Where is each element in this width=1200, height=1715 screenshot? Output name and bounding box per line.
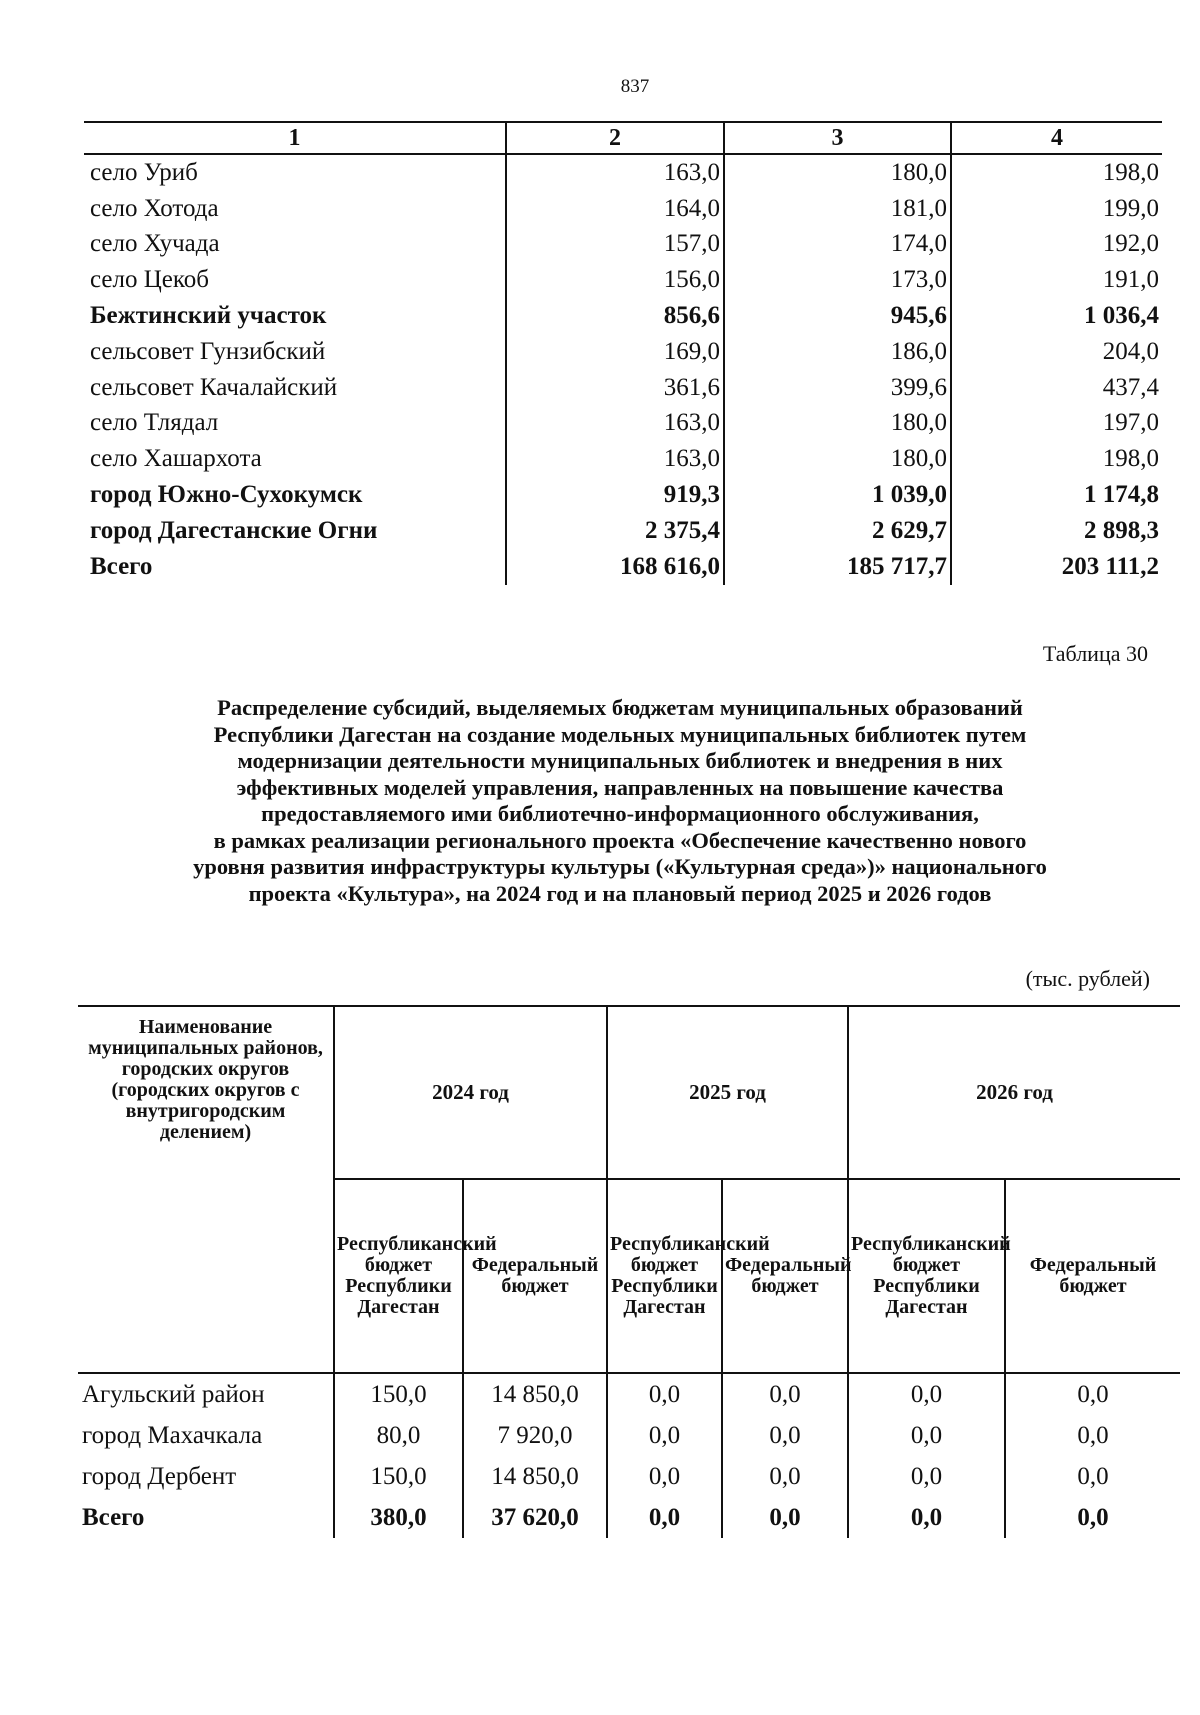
municipality-name: село Цекоб bbox=[90, 266, 209, 294]
municipality-name: Всего bbox=[82, 1503, 145, 1531]
title-line: модернизации деятельности муниципальных библиотек и внедрения в них bbox=[237, 748, 1003, 773]
value-col-2: 163,0 bbox=[506, 441, 724, 477]
value-col-4: 199,0 bbox=[951, 191, 1162, 227]
value-republic-2025: 0,0 bbox=[607, 1456, 722, 1497]
table-row bbox=[84, 262, 1162, 298]
value-col-2: 163,0 bbox=[506, 154, 724, 191]
value-federal-2024: 14 850,0 bbox=[463, 1456, 607, 1497]
value-col-2: 856,6 bbox=[506, 298, 724, 334]
table-title bbox=[100, 695, 1140, 907]
municipality-name: Агульский район bbox=[82, 1380, 265, 1408]
municipality-name: Бежтинский участок bbox=[90, 302, 327, 330]
value-federal-2024: 37 620,0 bbox=[463, 1497, 607, 1538]
federal-budget-2025-header: Федеральный бюджет bbox=[722, 1179, 848, 1373]
municipality-name: сельсовет Гунзибский bbox=[90, 337, 326, 365]
year-2025-header: 2025 год bbox=[607, 1006, 848, 1179]
value-col-4: 203 111,2 bbox=[951, 549, 1162, 585]
value-federal-2024: 14 850,0 bbox=[463, 1373, 607, 1415]
table-row bbox=[84, 370, 1162, 406]
title-line: эффективных моделей управления, направленных на повышение качества bbox=[236, 774, 1004, 800]
value-republic-2026: 0,0 bbox=[848, 1373, 1005, 1415]
column-number-header-row bbox=[84, 122, 1162, 154]
value-col-3: 180,0 bbox=[724, 441, 951, 477]
value-col-4: 191,0 bbox=[951, 262, 1162, 298]
value-federal-2025: 0,0 bbox=[722, 1373, 848, 1415]
title-line: в рамках реализации регионального проекта «Обеспечение качественно нового bbox=[213, 827, 1027, 853]
year-2024-header: 2024 год bbox=[334, 1006, 607, 1179]
value-col-4: 198,0 bbox=[951, 441, 1162, 477]
year-header-row bbox=[78, 1006, 1180, 1179]
value-republic-2026: 0,0 bbox=[848, 1497, 1005, 1538]
year-2026-header: 2026 год bbox=[848, 1006, 1180, 1179]
municipality-name: село Хучада bbox=[90, 230, 220, 258]
value-col-4: 198,0 bbox=[951, 154, 1162, 191]
title-line: Республики Дагестан на создание модельных муниципальных библиотек путем bbox=[213, 721, 1027, 747]
subsidy-table-body bbox=[78, 1373, 1180, 1538]
value-col-2: 919,3 bbox=[506, 477, 724, 513]
value-col-4: 1 174,8 bbox=[951, 477, 1162, 513]
value-col-2: 168 616,0 bbox=[506, 549, 724, 585]
value-col-4: 204,0 bbox=[951, 334, 1162, 370]
value-republic-2026: 0,0 bbox=[848, 1456, 1005, 1497]
table-row bbox=[84, 227, 1162, 263]
value-republic-2025: 0,0 bbox=[607, 1373, 722, 1415]
table-row bbox=[84, 477, 1162, 513]
continuation-table bbox=[84, 121, 1162, 585]
value-federal-2025: 0,0 bbox=[722, 1497, 848, 1538]
republic-budget-2024-header: Республиканский бюджет Республики Дагестан bbox=[334, 1179, 463, 1373]
municipality-name: село Уриб bbox=[90, 158, 198, 186]
federal-budget-2026-header: Федеральный бюджет bbox=[1005, 1179, 1180, 1373]
value-col-3: 945,6 bbox=[724, 298, 951, 334]
value-col-4: 192,0 bbox=[951, 227, 1162, 263]
value-col-3: 174,0 bbox=[724, 227, 951, 263]
value-republic-2024: 380,0 bbox=[334, 1497, 463, 1538]
municipality-name: город Махачкала bbox=[82, 1421, 263, 1449]
column-number-header: 1 bbox=[84, 122, 506, 154]
value-republic-2026: 0,0 bbox=[848, 1415, 1005, 1456]
table-row bbox=[84, 154, 1162, 191]
value-col-2: 163,0 bbox=[506, 406, 724, 442]
value-col-3: 180,0 bbox=[724, 406, 951, 442]
value-col-4: 437,4 bbox=[951, 370, 1162, 406]
value-republic-2024: 150,0 bbox=[334, 1373, 463, 1415]
table-row bbox=[78, 1415, 1180, 1456]
title-line: уровня развития инфраструктуры культуры («Культурная среда»)» национального bbox=[193, 854, 1047, 879]
value-republic-2025: 0,0 bbox=[607, 1497, 722, 1538]
republic-budget-2025-header: Республиканский бюджет Республики Дагестан bbox=[607, 1179, 722, 1373]
table-row bbox=[78, 1497, 1180, 1538]
value-col-2: 157,0 bbox=[506, 227, 724, 263]
table-row bbox=[84, 513, 1162, 549]
value-col-4: 2 898,3 bbox=[951, 513, 1162, 549]
municipality-name: сельсовет Качалайский bbox=[90, 373, 338, 401]
table-label: Таблица 30 bbox=[1042, 641, 1148, 666]
value-col-2: 156,0 bbox=[506, 262, 724, 298]
municipality-name: Всего bbox=[90, 552, 153, 580]
subsidy-table bbox=[78, 1005, 1180, 1538]
value-republic-2024: 80,0 bbox=[334, 1415, 463, 1456]
page-number: 837 bbox=[620, 76, 650, 97]
value-federal-2026: 0,0 bbox=[1005, 1415, 1180, 1456]
value-federal-2024: 7 920,0 bbox=[463, 1415, 607, 1456]
value-col-3: 181,0 bbox=[724, 191, 951, 227]
value-federal-2026: 0,0 bbox=[1005, 1497, 1180, 1538]
table-row bbox=[84, 549, 1162, 585]
table-row bbox=[78, 1373, 1180, 1415]
table-row bbox=[84, 406, 1162, 442]
value-col-2: 361,6 bbox=[506, 370, 724, 406]
value-col-2: 2 375,4 bbox=[506, 513, 724, 549]
column-number-header: 3 bbox=[724, 122, 951, 154]
value-col-3: 186,0 bbox=[724, 334, 951, 370]
column-number-header: 4 bbox=[951, 122, 1162, 154]
value-col-4: 1 036,4 bbox=[951, 298, 1162, 334]
table-row bbox=[78, 1456, 1180, 1497]
municipality-name: город Дербент bbox=[82, 1462, 237, 1490]
value-col-3: 185 717,7 bbox=[724, 549, 951, 585]
name-column-header: Наименование муниципальных районов, городских округов (городских округов с внутригородским делением) bbox=[78, 1006, 334, 1179]
federal-budget-2024-header: Федеральный бюджет bbox=[463, 1179, 607, 1373]
budget-header-row bbox=[78, 1179, 1180, 1373]
table-row bbox=[84, 334, 1162, 370]
value-col-3: 399,6 bbox=[724, 370, 951, 406]
value-federal-2026: 0,0 bbox=[1005, 1373, 1180, 1415]
value-federal-2025: 0,0 bbox=[722, 1456, 848, 1497]
title-line: Распределение субсидий, выделяемых бюджетам муниципальных образований bbox=[217, 695, 1023, 720]
table-row bbox=[84, 441, 1162, 477]
value-col-2: 164,0 bbox=[506, 191, 724, 227]
table-row bbox=[84, 191, 1162, 227]
municipality-name: село Хашархота bbox=[90, 445, 262, 473]
municipality-name: село Хотода bbox=[90, 194, 219, 222]
value-republic-2024: 150,0 bbox=[334, 1456, 463, 1497]
republic-budget-2026-header: Республиканский бюджет Республики Дагестан bbox=[848, 1179, 1005, 1373]
value-col-4: 197,0 bbox=[951, 406, 1162, 442]
value-col-3: 173,0 bbox=[724, 262, 951, 298]
name-column-header-continued bbox=[78, 1179, 334, 1373]
value-col-2: 169,0 bbox=[506, 334, 724, 370]
units-note: (тыс. рублей) bbox=[1025, 966, 1150, 991]
table-row bbox=[84, 298, 1162, 334]
municipality-name: город Дагестанские Огни bbox=[90, 516, 378, 544]
continuation-table-body bbox=[84, 154, 1162, 585]
value-federal-2025: 0,0 bbox=[722, 1415, 848, 1456]
title-line: предоставляемого ими библиотечно-информационного обслуживания, bbox=[261, 801, 979, 826]
value-federal-2026: 0,0 bbox=[1005, 1456, 1180, 1497]
column-number-header: 2 bbox=[506, 122, 724, 154]
title-line: проекта «Культура», на 2024 год и на плановый период 2025 и 2026 годов bbox=[248, 880, 992, 906]
value-republic-2025: 0,0 bbox=[607, 1415, 722, 1456]
value-col-3: 180,0 bbox=[724, 154, 951, 191]
value-col-3: 2 629,7 bbox=[724, 513, 951, 549]
municipality-name: село Тлядал bbox=[90, 409, 219, 437]
value-col-3: 1 039,0 bbox=[724, 477, 951, 513]
municipality-name: город Южно-Сухокумск bbox=[90, 481, 363, 509]
